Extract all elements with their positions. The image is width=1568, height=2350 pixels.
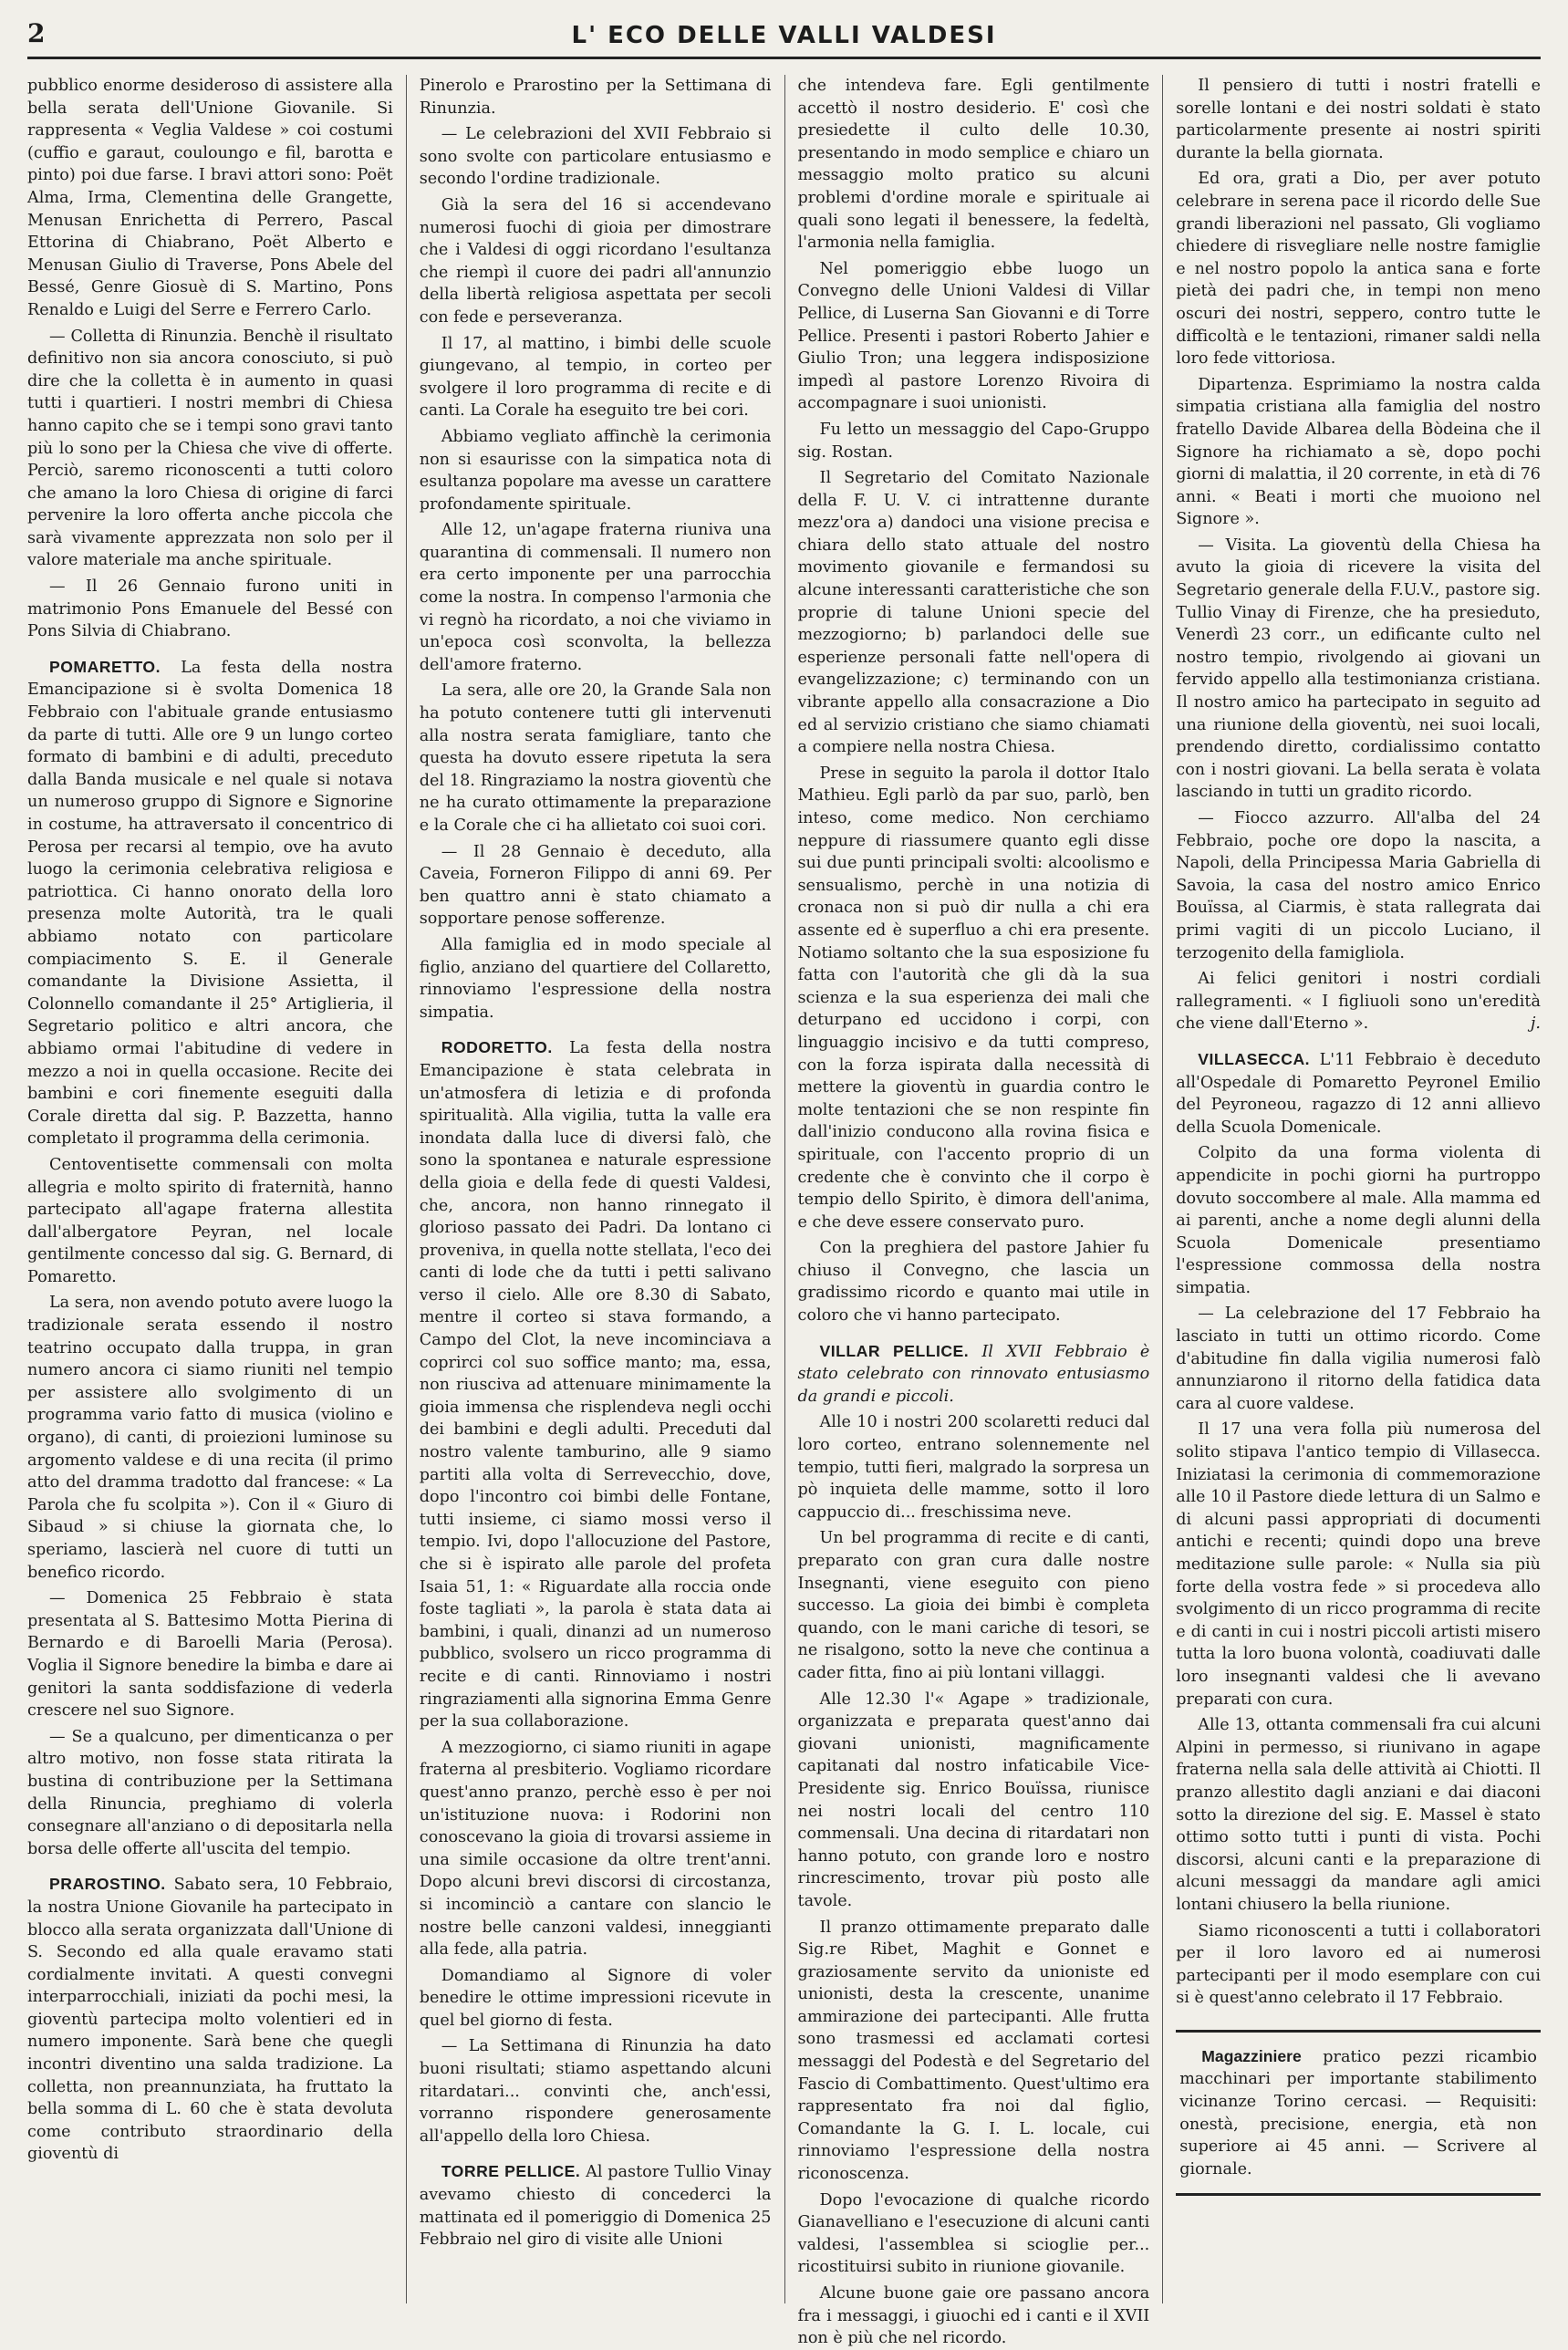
paragraph: Alle 10 i nostri 200 scolaretti reduci dal loro corteo, entrano solennemente nel tempio, tutti fieri, malgrado la sorpresa un pò inquieta delle mamme, sotto il loro cappuccio di... freschissima neve. (797, 1413, 1150, 1522)
paragraph: Con la preghiera del pastore Jahier fu chiuso il Convegno, che lascia un gradissimo ricordo e quanto mai utile in coloro che vi hanno partecipato. (797, 1239, 1150, 1326)
paragraph: che intendeva fare. Egli gentilmente accettò il nostro desiderio. E' così che presiedette il culto delle 10.30, presentando in modo semplice e chiaro un messaggio molto pratico su alcuni problemi d'ordine morale e spirituale ai quali sono legati il benessere, la fedeltà, l'armonia nella famiglia. (797, 77, 1150, 253)
classified-ad (1176, 2030, 1541, 2197)
paragraph: — Fiocco azzurro. All'alba del 24 Febbraio, poche ore dopo la nascita, a Napoli, della Principessa Maria Gabriella di Savoia, la casa del nostro amico Enrico Bouïssa, al Ciarmis, è stata rallegrata dai primi vagiti di un piccolo Luciano, il terzogenito della famigliola. (1176, 809, 1541, 962)
paragraph (1176, 968, 1541, 1035)
paragraph: Nel pomeriggio ebbe luogo un Convegno delle Unioni Valdesi di Villar Pellice, di Luserna San Giovanni e di Torre Pellice. Presenti i pastori Roberto Jahier e Giulio Tron; una leggera indisposizione impedì al pastore Lorenzo Rivoira di accompagnare i suoi unionisti. (797, 259, 1150, 413)
paragraph: La festa della nostra Emancipazione è stata celebrata in un'atmosfera di letizia e di profonda spiritualità. Alla vigilia, tutta la valle era inondata dalla luce di diversi falò, che sono la spontanea e naturale espressione della gioia e della fede di questi Valdesi, che, ancora, non hanno rinnegato il glorioso passato dei Padri. Da lontano ci proveniva, in quella notte stellata, l'eco dei canti di lode che da tutti i petti salivano verso il cielo. Alle ore 8.30 di Sabato, mentre il corteo si stava formando, a Campo del Clot, la neve incominciava a coprirci col suo soffice manto; ma, essa, non riusciva ad attenuare minimamente la gioia immensa che risplendeva negli occhi dei bambini e degli adulti. Preceduti dal nostro valente tamburino, alle 9 siamo partiti alla volta di Serrevecchio, dove, dopo l'incontro coi bimbi delle Fontane, tutti insieme, ci siamo mossi verso il tempio. Ivi, dopo l'allocuzione del Pastore, che si è ispirato alle parole del profeta Isaia 51, 1: « Riguardate alla roccia onde foste tagliati », la parola è stata data ai bambini, i quali, dinanzi ad un numeroso pubblico, svolsero un ricco programma di recite e di canti. Rinnoviamo i nostri ringraziamenti alla signorina Emma Genre per la sua collaborazione. (419, 1039, 772, 1731)
section-rodoretto (420, 1036, 772, 1732)
masthead: L' ECO DELLE VALLI VALDESI (571, 22, 997, 49)
section-title-villar-pellice: VILLAR PELLICE. (819, 1341, 970, 1360)
paragraph-text: Ai felici genitori i nostri cordiali rallegramenti. « I figliuoli sono un'eredità che viene dall'Eterno ». (1176, 970, 1541, 1034)
paragraph: — Domenica 25 Febbraio è stata presentata al S. Battesimo Motta Pierina di Bernardo e di Baroelli Maria (Perosa). Voglia il Signore benedire la bimba e dare ai genitori la santa soddisfazione di vederla crescere nel suo Signore. (27, 1589, 393, 1721)
paragraph: Colpito da una forma violenta di appendicite in pochi giorni ha purtroppo dovuto soccombere al male. Alla mamma ed ai parenti, anche a nome degli alunni della Scuola Domenicale presentiamo l'espressione commossa della nostra simpatia. (1176, 1144, 1541, 1297)
paragraph: Il pranzo ottimamente preparato dalle Sig.re Ribet, Maghit e Gonnet e graziosamente servito da unioniste ed unionisti, desta la crescente, unanime ammirazione dei partecipanti. Alle frutta sono trasmessi ed acclamati cortesi messaggi del Podestà e del Segretario del Fascio di Combattimento. Quest'ultimo era rappresentato fra noi dal figlio, Comandante la G. I. L. locale, cui rinnoviamo l'espressione della nostra riconoscenza. (797, 1918, 1150, 2184)
section-villasecca (1176, 1048, 1541, 1139)
paragraph: — Il 26 Gennaio furono uniti in matrimonio Pons Emanuele del Bessé con Pons Silvia di Chiabrano. (27, 577, 393, 641)
paragraph: Già la sera del 16 si accendevano numerosi fuochi di gioia per dimostrare che i Valdesi di oggi ricordano l'esultanza che riempì il cuore dei padri all'annunzio della libertà religiosa aspettata per secoli con fede e perseveranza. (419, 195, 772, 327)
paragraph: Il pensiero di tutti i nostri fratelli e sorelle lontani e dei nostri soldati è stato particolarmente presente ai nostri spiriti durante la bella giornata. (1176, 77, 1541, 162)
paragraph: Alle 12.30 l'« Agape » tradizionale, organizzata e preparata quest'anno dai giovani unionisti, magnificamente capitanati dal nostro infaticabile Vice-Presidente sig. Enrico Bouïssa, riunisce nei nostri locali del centro 110 commensali. Una decina di ritardatari non hanno potuto, con grande loro e nostro rincrescimento, trovar più posto alle tavole. (797, 1690, 1150, 1910)
paragraph: Alcune buone gaie ore passano ancora fra i messaggi, i giuochi ed i canti e il XVII non è più che nel ricordo. (797, 2284, 1150, 2348)
paragraph: — La celebrazione del 17 Febbraio ha lasciato in tutti un ottimo ricordo. Come d'abitudine fin dalla vigilia numerosi falò annunziarono il ritorno della fatidica data cara al cuore valdese. (1176, 1305, 1541, 1413)
paragraph: La festa della nostra Emancipazione si è svolta Domenica 18 Febbraio con l'abituale grande entusiasmo da parte di tutti. Alle ore 9 un lungo corteo formato di bambini e di adulti, preceduto dalla Banda musicale e nel quale si notava un numeroso gruppo di Signore e Signorine in costume, ha attraversato il concentrico di Perosa per recarsi al tempio, ove ha avuto luogo la cerimonia celebrativa religiosa e patriottica. Ci hanno onorato della loro presenza molte Autorità, tra le quali abbiamo notato con particolare compiacimento S. E. il Generale comandante la Divisione Assietta, il Colonnello comandante il 25° Artiglieria, il Segretario politico e altri ancora, che abbiamo ormai l'abitudine di vedere in mezzo a noi in quella occasione. Recite dei bambini e cori finemente eseguiti dalla Corale diretta dal sig. P. Bazzetta, hanno completato il programma della cerimonia. (27, 658, 393, 1149)
paragraph: L'11 Febbraio è deceduto all'Ospedale di Pomaretto Peyronel Emilio del Peyroneou, ragazzo di 12 anni allievo della Scuola Domenicale. (1176, 1050, 1541, 1137)
column-4 (1162, 75, 1541, 2303)
paragraph: pubblico enorme desideroso di assistere alla bella serata dell'Unione Giovanile. Si rappresenta « Veglia Valdese » coi costumi (cuffio e garaut, couloungo e fil, barotta e pinto) poi due farse. I bravi attori sono: Poët Alma, Irma, Clementina delle Grangette, Menusan Enrichetta di Perrero, Pascal Ettorina di Chiabrano, Poët Alberto e Menusan Giulio di Traverse, Pons Abele del Bessé, Genre Giosuè di S. Martino, Pons Renaldo e Luigi del Serre e Ferrero Carlo. (27, 77, 393, 319)
section-torre-pellice (420, 2160, 772, 2251)
paragraph: Fu letto un messaggio del Capo-Gruppo sig. Rostan. (797, 420, 1150, 462)
paragraph: — Se a qualcuno, per dimenticanza o per altro motivo, non fosse stata ritirata la bustina di contribuzione per la Settimana della Rinuncia, preghiamo di volerla consegnare all'anziano o di depositarla nella borsa delle offerte all'uscita del tempio. (27, 1727, 393, 1858)
paragraph: Alle 13, ottanta commensali fra cui alcuni Alpini in permesso, si riunivano in agape fraterna nella sala delle attività ai Chiotti. Il pranzo allestito dagli anziani e dai diaconi sotto la direzione del sig. E. Massel è stato ottimo sotto tutti i punti di vista. Pochi discorsi, alcuni canti e la preparazione di alcuni messaggi da mandare agli amici lontani chiusero la bella riunione. (1176, 1716, 1541, 1914)
paragraph: Prese in seguito la parola il dottor Italo Mathieu. Egli parlò da par suo, parlò, ben inteso, come medico. Non cerchiamo neppure di riassumere quanto egli disse sui due punti principali svolti: alcoolismo e sensualismo, perchè in una notizia di cronaca non si può dir nulla a chi era assente ed è superfluo a chi era presente. Notiamo soltanto che la sua esposizione fu fatta con l'autorità che gli dà la sua scienza e la sua esperienza dei mali che deturpano ed uccidono i corpi, con linguaggio incisivo e da tutti compreso, con la forza ispirata dalla necessità di mettere la gioventù in guardia contro le molte tentazioni che se non respinte fin dall'inizio conducono alla rovina fisica e spirituale, con l'accento proprio di un credente che è convinto che il corpo è tempio dello Spirito, è dimora dell'anima, e che deve essere conservato puro. (797, 764, 1150, 1232)
paragraph: La sera, alle ore 20, la Grande Sala non ha potuto contenere tutti gli intervenuti alla nostra serata famigliare, tanto che questa ha dovuto essere ripetuta la sera del 18. Ringraziamo la nostra gioventù che ne ha curato ottimamente la preparazione e la Corale che ci ha allietato coi suoi cori. (419, 681, 772, 835)
paragraph: Il XVII Febbraio è stato celebrato con rinnovato entusiasmo da grandi e piccoli. (797, 1342, 1150, 1406)
paragraph: Dipartenza. Esprimiamo la nostra calda simpatia cristiana alla famiglia del nostro fratello Davide Albarea della Bòdeina che il Signore ha richiamato a sè, dopo pochi giorni di malattia, il 20 corrente, in età di 76 anni. « Beati i morti che muoiono nel Signore ». (1176, 375, 1541, 529)
paragraph: Centoventisette commensali con molta allegria e molto spirito di fraternità, hanno partecipato all'agape fraterna allestita dall'albergatore Peyran, nel locale gentilmente concesso dal sig. G. Bernard, di Pomaretto. (27, 1155, 393, 1286)
paragraph: Pinerolo e Prarostino per la Settimana di Rinunzia. (419, 77, 772, 118)
section-title-villasecca: VILLASECCA. (1198, 1049, 1311, 1068)
column-1 (27, 75, 406, 2303)
paragraph: Ed ora, grati a Dio, per aver potuto celebrare in serena pace il ricordo delle Sue grandi liberazioni nel passato, Gli vogliamo chiedere di risvegliare nelle nostre famiglie e nel nostro popolo la antica sana e forte pietà dei padri che, in tempi non meno oscuri dei nostri, seppero, contro tutte le difficoltà e le tentazioni, rimaner saldi nella loro fede vittoriosa. (1176, 170, 1541, 369)
section-title-pomaretto: POMARETTO. (49, 657, 161, 676)
paragraph: — Colletta di Rinunzia. Benchè il risultato definitivo non sia ancora conosciuto, si può dire che la colletta è in aumento in quasi tutti i quartieri. I nostri membri di Chiesa hanno capito che se i tempi sono gravi tanto più lo sono per la Chiesa che vive di offerte. Perciò, saremo riconoscenti a tutti coloro che amano la loro Chiesa di origine di farci pervenire la loro offerta anche piccola che sarà vivamente apprezzata non solo per il valore materiale ma anche spirituale. (27, 327, 393, 570)
paragraph: Il 17, al mattino, i bimbi delle scuole giungevano, al tempio, in corteo per svolgere il loro programma di recite e di canti. La Corale ha eseguito tre bei cori. (419, 334, 772, 421)
ad-paragraph (1179, 2045, 1537, 2181)
paragraph: Alle 12, un'agape fraterna riuniva una quarantina di commensali. Il numero non era certo imponente per una parrocchia come la nostra. In compenso l'armonia che vi regnò ha ricordato, a noi che viviamo in un'epoca così sconvolta, la bellezza dell'amore fraterno. (419, 521, 772, 674)
column-3 (784, 75, 1163, 2348)
paragraph: Abbiamo vegliato affinchè la cerimonia non si esaurisse con la simpatica nota di esultanza popolare ma avesse un carattere profondamente spirituale. (419, 427, 772, 514)
paragraph: Il Segretario del Comitato Nazionale della F. U. V. ci intrattenne durante mezz'ora a) dandoci una visione precisa e chiara dello stato attuale del nostro movimento giovanile e fermandosi su alcune interessanti caratteristiche che son proprie di talune Unioni specie del mezzogiorno; b) parlandoci delle sue esperienze personali fatte nell'opera di evangelizzazione; c) terminando con un vibrante appello alla consacrazione a Dio ed al servizio cristiano che siamo chiamati a compiere nella nostra Chiesa. (797, 469, 1150, 757)
paragraph: — Visita. La gioventù della Chiesa ha avuto la gioia di ricevere la visita del Segretario generale della F.U.V., pastore sig. Tullio Vinay di Firenze, che ha presieduto, Venerdì 23 corr., un edificante culto nel nostro tempio, rivolgendo ai giovani un fervido appello alla testimonianza cristiana. Il nostro amico ha partecipato in seguito ad una riunione della gioventù, nei suoi locali, prendendo diretto, cordialissimo contatto con i nostri giovani. La bella serata è volata lasciando in tutti un gradito ricordo. (1176, 536, 1541, 802)
ad-text: pratico pezzi ricambio macchinari per importante stabilimento vicinanze Torino cercasi. — Requisiti: onestà, precisione, energia, età non superiore ai 45 anni. — Scrivere al giornale. (1179, 2047, 1537, 2178)
section-prarostino (27, 1873, 393, 2166)
paragraph: Domandiamo al Signore di voler benedire le ottime impressioni ricevute in quel bel giorno di festa. (419, 1966, 772, 2030)
section-title-torre-pellice: TORRE PELLICE. (441, 2162, 581, 2181)
section-title-rodoretto: RODORETTO. (441, 1038, 553, 1057)
article-columns (27, 75, 1541, 2348)
page-header (27, 16, 1541, 59)
paragraph: Il 17 una vera folla più numerosa del solito stipava l'antico tempio di Villasecca. Iniziatasi la cerimonia di commemorazione alle 10 il Pastore diede lettura di un Salmo e di alcuni passi appropriati di documenti antichi e recenti; quindi dopo una breve meditazione sulle parole: « Nulla sia più forte della vostra fede » si procedeva allo svolgimento di un ricco programma di recite e di canti in cui i nostri piccoli artisti misero tutta la loro buona volontà, coadiuvati dalle loro insegnanti valdesi che li avevano preparati con cura. (1176, 1420, 1541, 1709)
section-title-prarostino: PRAROSTINO. (49, 1875, 166, 1894)
column-2 (406, 75, 784, 2303)
section-pomaretto (27, 656, 393, 1150)
paragraph: Sabato sera, 10 Febbraio, la nostra Unione Giovanile ha partecipato in blocco alla serata organizzata dall'Unione di S. Secondo ed alla quale eravamo stati cordialmente invitati. A questi convegni interparrocchiali, iniziati da pochi mesi, la gioventù partecipa molto volentieri ed in numero imponente. Sarà bene che quegli incontri diventino una salda tradizione. La colletta, non preannunziata, ha fruttato la bella somma di L. 60 che è stata devoluta come contributo straordinario della gioventù di (27, 1876, 393, 2164)
paragraph: La sera, non avendo potuto avere luogo la tradizionale serata essendo il nostro teatrino occupato dalla truppa, in gran numero ancora ci siamo riuniti nel tempio per assistere allo svolgimento di un programma vario fatto di musica (violino e organo), di canti, di proiezioni luminose su argomento valdese e di una recita (il primo atto del dramma tradotto dal francese: « La Parola che fu scolpita »). Con il « Giuro di Sibaud » si chiuse la giornata che, lo speriamo, lascierà nel cuore di tutti un benefico ricordo. (27, 1294, 393, 1582)
paragraph: Un bel programma di recite e di canti, preparato con gran cura dalle nostre Insegnanti, viene eseguito con pieno successo. La gioia dei bimbi è completa quando, con le mani cariche di tesori, se ne risalgono, sotto la neve che continua a cader fitta, fino ai più lontani villaggi. (797, 1529, 1150, 1682)
paragraph: — Le celebrazioni del XVII Febbraio si sono svolte con particolare entusiasmo e secondo l'ordine tradizionale. (419, 125, 772, 189)
paragraph: Siamo riconoscenti a tutti i collaboratori per il loro lavoro ed ai numerosi partecipanti per il modo esemplare con cui si è quest'anno celebrato il 17 Febbraio. (1176, 1921, 1541, 2008)
section-villar-pellice (798, 1340, 1150, 1409)
paragraph: Alla famiglia ed in modo speciale al figlio, anziano del quartiere del Collaretto, rinnoviamo l'espressione della nostra simpatia. (419, 935, 772, 1022)
page-number: 2 (27, 18, 46, 48)
paragraph: Dopo l'evocazione di qualche ricordo Gianavelliano e l'esecuzione di alcuni canti valdesi, l'assemblea si scioglie per... ricostituirsi subito in riunione giovanile. (797, 2190, 1150, 2277)
ad-title: Magazziniere (1201, 2046, 1302, 2065)
paragraph: — La Settimana di Rinunzia ha dato buoni risultati; stiamo aspettando alcuni ritardatari... convinti che, anch'essi, vorranno rispondere generosamente all'appello della loro Chiesa. (419, 2037, 772, 2146)
paragraph: — Il 28 Gennaio è deceduto, alla Caveia, Forneron Filippo di anni 69. Per ben quattro anni è stato chiamato a sopportare penose sofferenze. (419, 842, 772, 929)
signature: j. (1530, 1014, 1541, 1034)
paragraph: A mezzogiorno, ci siamo riuniti in agape fraterna al presbiterio. Vogliamo ricordare quest'anno pranzo, perchè esso è per noi un'istituzione nuova: i Rodorini non conoscevano la gioia di trovarsi assieme in una simile occasione da oltre trent'anni. Dopo alcuni brevi discorsi di circostanza, si incominciò a cantare con slancio le nostre belle canzoni valdesi, inneggianti alla fede, alla patria. (419, 1738, 772, 1960)
paragraph: Al pastore Tullio Vinay avevamo chiesto di concederci la mattinata ed il pomeriggio di Domenica 25 Febbraio nel giro di visite alle Unioni (419, 2163, 772, 2250)
